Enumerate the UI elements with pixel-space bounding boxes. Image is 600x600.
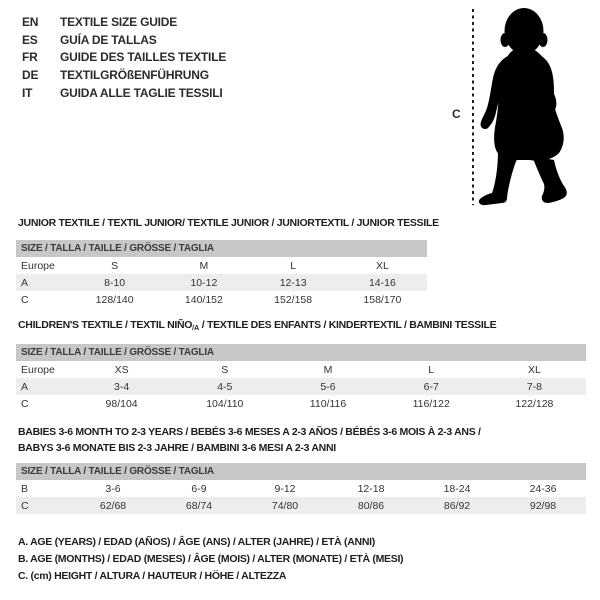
toddler-silhouette-icon bbox=[478, 0, 598, 215]
table-cell: 158/170 bbox=[363, 293, 402, 306]
language-code: DE bbox=[22, 67, 39, 82]
table-cell: 3-4 bbox=[114, 380, 130, 393]
table-cell: 9-12 bbox=[274, 482, 296, 495]
table-cell: 14-16 bbox=[368, 276, 396, 289]
table-cell: 6-7 bbox=[423, 380, 439, 393]
children-title-pre: CHILDREN'S TEXTILE / TEXTIL NIÑO bbox=[18, 319, 193, 331]
junior-size-table bbox=[16, 240, 427, 308]
row-label: A bbox=[21, 380, 29, 393]
language-row-it bbox=[22, 84, 226, 102]
table-cell: 5-6 bbox=[320, 380, 336, 393]
table-cell: 62/68 bbox=[99, 499, 127, 512]
table-cell: 18-24 bbox=[443, 482, 471, 495]
size-header-bar: SIZE / TALLA / TAILLE / GRÖSSE / TAGLIA bbox=[16, 463, 586, 480]
babies-table-rows bbox=[16, 480, 586, 514]
table-cell: L bbox=[290, 259, 297, 272]
language-label: TEXTILE SIZE GUIDE bbox=[60, 14, 178, 29]
table-row bbox=[16, 378, 586, 395]
children-table-title bbox=[18, 319, 496, 332]
table-cell: XL bbox=[375, 259, 389, 272]
children-table-rows bbox=[16, 361, 586, 412]
babies-title-line2: BABYS 3-6 MONATE BIS 2-3 JAHRE / BAMBINI 3-6 MESI A 2-3 ANNI bbox=[18, 441, 336, 454]
table-cell: 3-6 bbox=[105, 482, 121, 495]
table-row bbox=[16, 480, 586, 497]
table-cell: S bbox=[111, 259, 119, 272]
language-code: IT bbox=[22, 85, 33, 100]
table-row bbox=[16, 497, 586, 514]
language-row-en bbox=[22, 13, 226, 31]
language-label: GUIDA ALLE TAGLIE TESSILI bbox=[60, 85, 223, 100]
language-code: ES bbox=[22, 32, 38, 47]
table-cell: M bbox=[199, 259, 209, 272]
babies-title-line1: BABIES 3-6 MONTH TO 2-3 YEARS / BEBÉS 3-6 MESES A 2-3 AÑOS / BÉBÉS 3-6 MOIS À 2-3 ANS / bbox=[18, 426, 481, 438]
table-cell: 12-13 bbox=[279, 276, 307, 289]
row-label: Europe bbox=[21, 259, 55, 272]
table-row bbox=[16, 361, 586, 378]
table-row bbox=[16, 274, 427, 291]
row-label: Europe bbox=[21, 363, 55, 376]
junior-table-title: JUNIOR TEXTILE / TEXTIL JUNIOR/ TEXTILE JUNIOR / JUNIORTEXTIL / JUNIOR TESSILE bbox=[18, 217, 439, 229]
footnote-age-months: B. AGE (MONTHS) / EDAD (MESES) / ÂGE (MOIS) / ALTER (MONATE) / ETÀ (MESI) bbox=[18, 553, 404, 565]
language-label: TEXTILGRÖßENFÜHRUNG bbox=[60, 67, 209, 82]
table-cell: 122/128 bbox=[515, 397, 554, 410]
babies-size-table bbox=[16, 463, 586, 514]
table-cell: 152/158 bbox=[274, 293, 313, 306]
height-marker-label: C bbox=[452, 107, 461, 121]
height-dashed-line bbox=[472, 9, 474, 205]
table-cell: 74/80 bbox=[271, 499, 299, 512]
table-cell: 116/122 bbox=[412, 397, 450, 410]
size-header-bar: SIZE / TALLA / TAILLE / GRÖSSE / TAGLIA bbox=[16, 240, 427, 257]
table-row bbox=[16, 395, 586, 412]
table-cell: M bbox=[323, 363, 333, 376]
table-cell: 12-18 bbox=[357, 482, 385, 495]
footnote-height-cm: C. (cm) HEIGHT / ALTURA / HAUTEUR / HÖHE / ALTEZZA bbox=[18, 570, 287, 582]
table-cell: 98/104 bbox=[105, 397, 138, 410]
language-code: FR bbox=[22, 50, 38, 65]
children-title-post: / TEXTILE DES ENFANTS / KINDERTEXTIL / BAMBINI TESSILE bbox=[199, 319, 497, 331]
table-cell: 6-9 bbox=[191, 482, 207, 495]
table-cell: 140/152 bbox=[184, 293, 223, 306]
babies-table-title bbox=[18, 425, 481, 456]
table-cell: L bbox=[428, 363, 435, 376]
language-label: GUIDE DES TAILLES TEXTILE bbox=[60, 50, 227, 65]
language-list bbox=[22, 13, 226, 101]
language-label: GUÍA DE TALLAS bbox=[60, 32, 157, 47]
table-cell: 24-36 bbox=[529, 482, 557, 495]
table-cell: 110/116 bbox=[309, 397, 347, 410]
row-label: C bbox=[21, 293, 29, 306]
table-row bbox=[16, 291, 427, 308]
language-row-es bbox=[22, 31, 226, 49]
row-label: C bbox=[21, 397, 29, 410]
table-cell: 7-8 bbox=[526, 380, 542, 393]
language-row-de bbox=[22, 66, 226, 84]
table-cell: 86/92 bbox=[443, 499, 471, 512]
table-cell: 92/98 bbox=[529, 499, 557, 512]
row-label: A bbox=[21, 276, 29, 289]
language-row-fr bbox=[22, 48, 226, 66]
table-cell: 128/140 bbox=[95, 293, 134, 306]
table-cell: 10-12 bbox=[190, 276, 218, 289]
footnote-age-years: A. AGE (YEARS) / EDAD (AÑOS) / ÂGE (ANS) / ALTER (JAHRE) / ETÀ (ANNI) bbox=[18, 536, 375, 548]
table-cell: 80/86 bbox=[357, 499, 385, 512]
table-cell: S bbox=[221, 363, 229, 376]
children-title-sub: /A bbox=[192, 325, 200, 332]
size-header-bar: SIZE / TALLA / TAILLE / GRÖSSE / TAGLIA bbox=[16, 344, 586, 361]
table-cell: XS bbox=[114, 363, 129, 376]
junior-table-rows bbox=[16, 257, 427, 308]
row-label: C bbox=[21, 499, 29, 512]
children-size-table bbox=[16, 344, 586, 412]
table-row bbox=[16, 257, 427, 274]
table-cell: 4-5 bbox=[217, 380, 233, 393]
table-cell: 68/74 bbox=[185, 499, 213, 512]
table-cell: 8-10 bbox=[104, 276, 126, 289]
table-cell: 104/110 bbox=[206, 397, 244, 410]
table-cell: XL bbox=[527, 363, 541, 376]
row-label: B bbox=[21, 482, 29, 495]
language-code: EN bbox=[22, 14, 39, 29]
